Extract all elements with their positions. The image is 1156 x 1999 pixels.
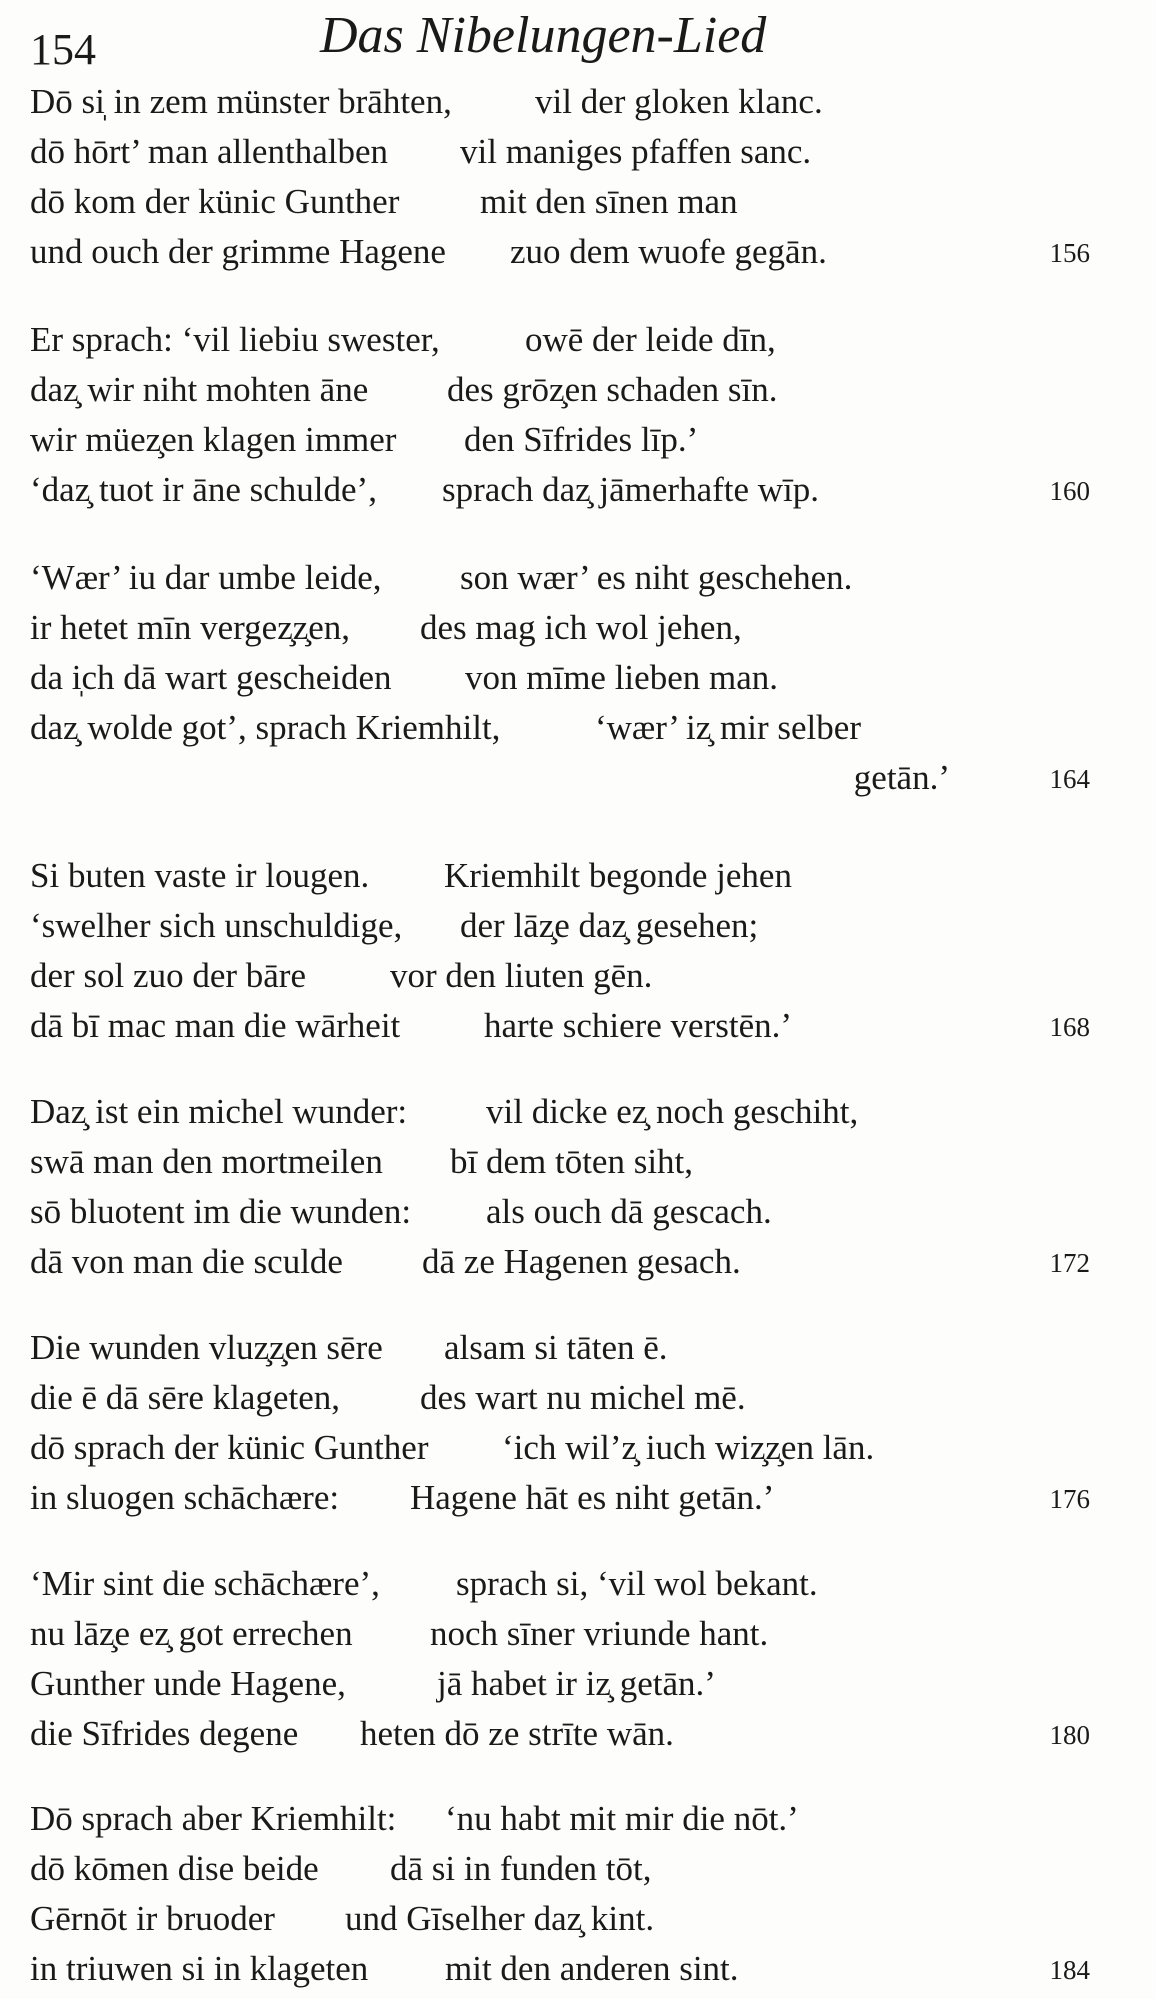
verse-line [30,1799,1090,1849]
verse-line [30,82,1090,132]
verse-second-half: jā habet ir iz̧ getān.’ [437,1664,716,1703]
verse-second-half: ‘wær’ iz̧ mir selber [595,708,861,747]
running-title: Das Nibelungen-Lied [320,7,767,64]
verse-first-half: daz̧ wir niht mohten āne [30,370,369,409]
verse-line [30,558,1090,608]
verse-first-half: die ē dā sēre klageten, [30,1378,340,1417]
verse-line [30,1242,1090,1292]
verse-first-half: Er sprach: ‘vil liebiu swester, [30,320,440,359]
verse-second-half: des mag ich wol jehen, [420,608,742,647]
verse-line [30,470,1090,520]
verse-second-half: mit den sīnen man [480,182,738,221]
verse-first-half: daz̧ wolde got’, sprach Kriemhilt, [30,708,501,747]
verse-first-half: Daz̧ ist ein michel wunder: [30,1092,408,1131]
verse-first-half: dō kōmen dise beide [30,1849,319,1888]
verse-line [30,708,1090,758]
verse-line [30,1614,1090,1664]
verse-line [30,1849,1090,1899]
verse-first-half: ‘swelher sich unschuldige, [30,906,403,945]
verse-second-half: harte schiere verstēn.’ [484,1006,793,1045]
verse-second-half: den Sīfrides līp.’ [464,420,699,459]
verse-line [30,420,1090,470]
verse-second-half: vil der gloken klanc. [535,82,823,121]
verse-second-half: des grōz̧en schaden sīn. [447,370,778,409]
verse-second-half: noch sīner vriunde hant. [430,1614,769,1653]
verse-line [30,758,1090,808]
verse-first-half: Dō si̩ in zem münster brāhten, [30,82,452,121]
verse-line [30,906,1090,956]
verse-first-half: in sluogen schāchære: [30,1478,340,1517]
stanza [30,1092,1090,1292]
stanza [30,82,1090,282]
verse-first-half: sō bluotent im die wunden: [30,1192,412,1231]
verse-line [30,132,1090,182]
verse-second-half: vil dicke ez̧ noch geschiht, [486,1092,859,1131]
verse-second-half: heten dō ze strīte wān. [360,1714,674,1753]
page-header [30,6,1090,76]
verse-second-half: alsam si tāten ē. [444,1328,668,1367]
verse-first-half: dā von man die sculde [30,1242,343,1281]
verse-second-half: Hagene hāt es niht getān.’ [410,1478,775,1517]
verse-second-half: son wær’ es niht geschehen. [460,558,853,597]
verse-first-half: und ouch der grimme Hagene [30,232,446,271]
verse-line [30,856,1090,906]
stanza [30,1328,1090,1528]
verse-first-half: da i̩ch dā wart gescheiden [30,658,392,697]
verse-line [30,1092,1090,1142]
stanza [30,1564,1090,1764]
verse-line [30,1714,1090,1764]
verse-second-half: und Gīselher daz̧ kint. [345,1899,655,1938]
stanza [30,320,1090,520]
verse-number: 168 [1049,1012,1090,1042]
verse-second-half: mit den anderen sint. [445,1949,739,1988]
verse-line [30,1428,1090,1478]
verse-line [30,232,1090,282]
verse-line [30,1664,1090,1714]
verse-first-half: nu lāz̧e ez̧ got errechen [30,1614,353,1653]
verse-line [30,182,1090,232]
stanza [30,558,1090,808]
verse-number: 156 [1049,238,1090,268]
verse-second-half: des wart nu michel mē. [420,1378,746,1417]
verse-number: 160 [1049,476,1090,506]
verse-line [30,608,1090,658]
verse-second-half: dā si in funden tōt, [390,1849,652,1888]
verse-first-half: dō hōrt’ man allenthalben [30,132,388,171]
verse-second-half: ‘nu habt mit mir die nōt.’ [445,1799,799,1838]
verse-first-half: in triuwen si in klageten [30,1949,369,1988]
verse-first-half: ‘Wær’ iu dar umbe leide, [30,558,382,597]
verse-line [30,1006,1090,1056]
verse-first-half: ir hetet mīn vergez̧z̧en, [30,608,351,647]
verse-second-half: ‘ich wil’z̧ iuch wiz̧z̧en lān. [502,1428,875,1467]
verse-first-half: Gērnōt ir bruoder [30,1899,275,1938]
verse-first-half: dō kom der künic Gunther [30,182,400,221]
verse-number: 184 [1049,1955,1090,1985]
verse-first-half: die Sīfrides degene [30,1714,299,1753]
verse-line [30,1378,1090,1428]
verse-line [30,1949,1090,1999]
verse-second-half: der lāz̧e daz̧ gesehen; [460,906,759,945]
verse-first-half: wir müez̧en klagen immer [30,420,397,459]
verse-second-half: sprach si, ‘vil wol bekant. [456,1564,818,1603]
verse-first-half: ‘Mir sint die schāchære’, [30,1564,380,1603]
verse-line [30,1192,1090,1242]
verse-first-half: dō sprach der künic Gunther [30,1428,429,1467]
verse-second-half: bī dem tōten siht, [450,1142,694,1181]
verse-second-half: von mīme lieben man. [465,658,778,697]
verse-continuation: getān.’ [853,758,950,797]
verse-line [30,1142,1090,1192]
verse-line [30,320,1090,370]
verse-second-half: sprach daz̧ jāmerhafte wīp. [442,470,820,509]
verse-line [30,1564,1090,1614]
verse-number: 172 [1049,1248,1090,1278]
verse-number: 164 [1049,764,1090,794]
verse-first-half: Dō sprach aber Kriemhilt: [30,1799,397,1838]
page-number: 154 [30,25,96,74]
verse-first-half: Si buten vaste ir lougen. [30,856,370,895]
verse-first-half: ‘daz̧ tuot ir āne schulde’, [30,470,377,509]
verse-second-half: zuo dem wuofe gegān. [510,232,827,271]
verse-second-half: owē der leide dīn, [525,320,776,359]
verse-line [30,658,1090,708]
verse-second-half: Kriemhilt begonde jehen [444,856,792,895]
verse-line [30,1478,1090,1528]
verse-line [30,956,1090,1006]
stanza [30,1799,1090,1999]
verse-first-half: der sol zuo der bāre [30,956,306,995]
verse-second-half: als ouch dā gescach. [486,1192,772,1231]
verse-line [30,370,1090,420]
verse-line [30,1328,1090,1378]
verse-first-half: dā bī mac man die wārheit [30,1006,401,1045]
verse-first-half: swā man den mortmeilen [30,1142,383,1181]
stanza [30,856,1090,1056]
verse-second-half: vor den liuten gēn. [390,956,653,995]
verse-number: 176 [1049,1484,1090,1514]
verse-second-half: vil maniges pfaffen sanc. [460,132,812,171]
verse-number: 180 [1049,1720,1090,1750]
verse-second-half: dā ze Hagenen gesach. [422,1242,741,1281]
verse-first-half: Die wunden vluz̧z̧en sēre [30,1328,383,1367]
verse-first-half: Gunther unde Hagene, [30,1664,346,1703]
